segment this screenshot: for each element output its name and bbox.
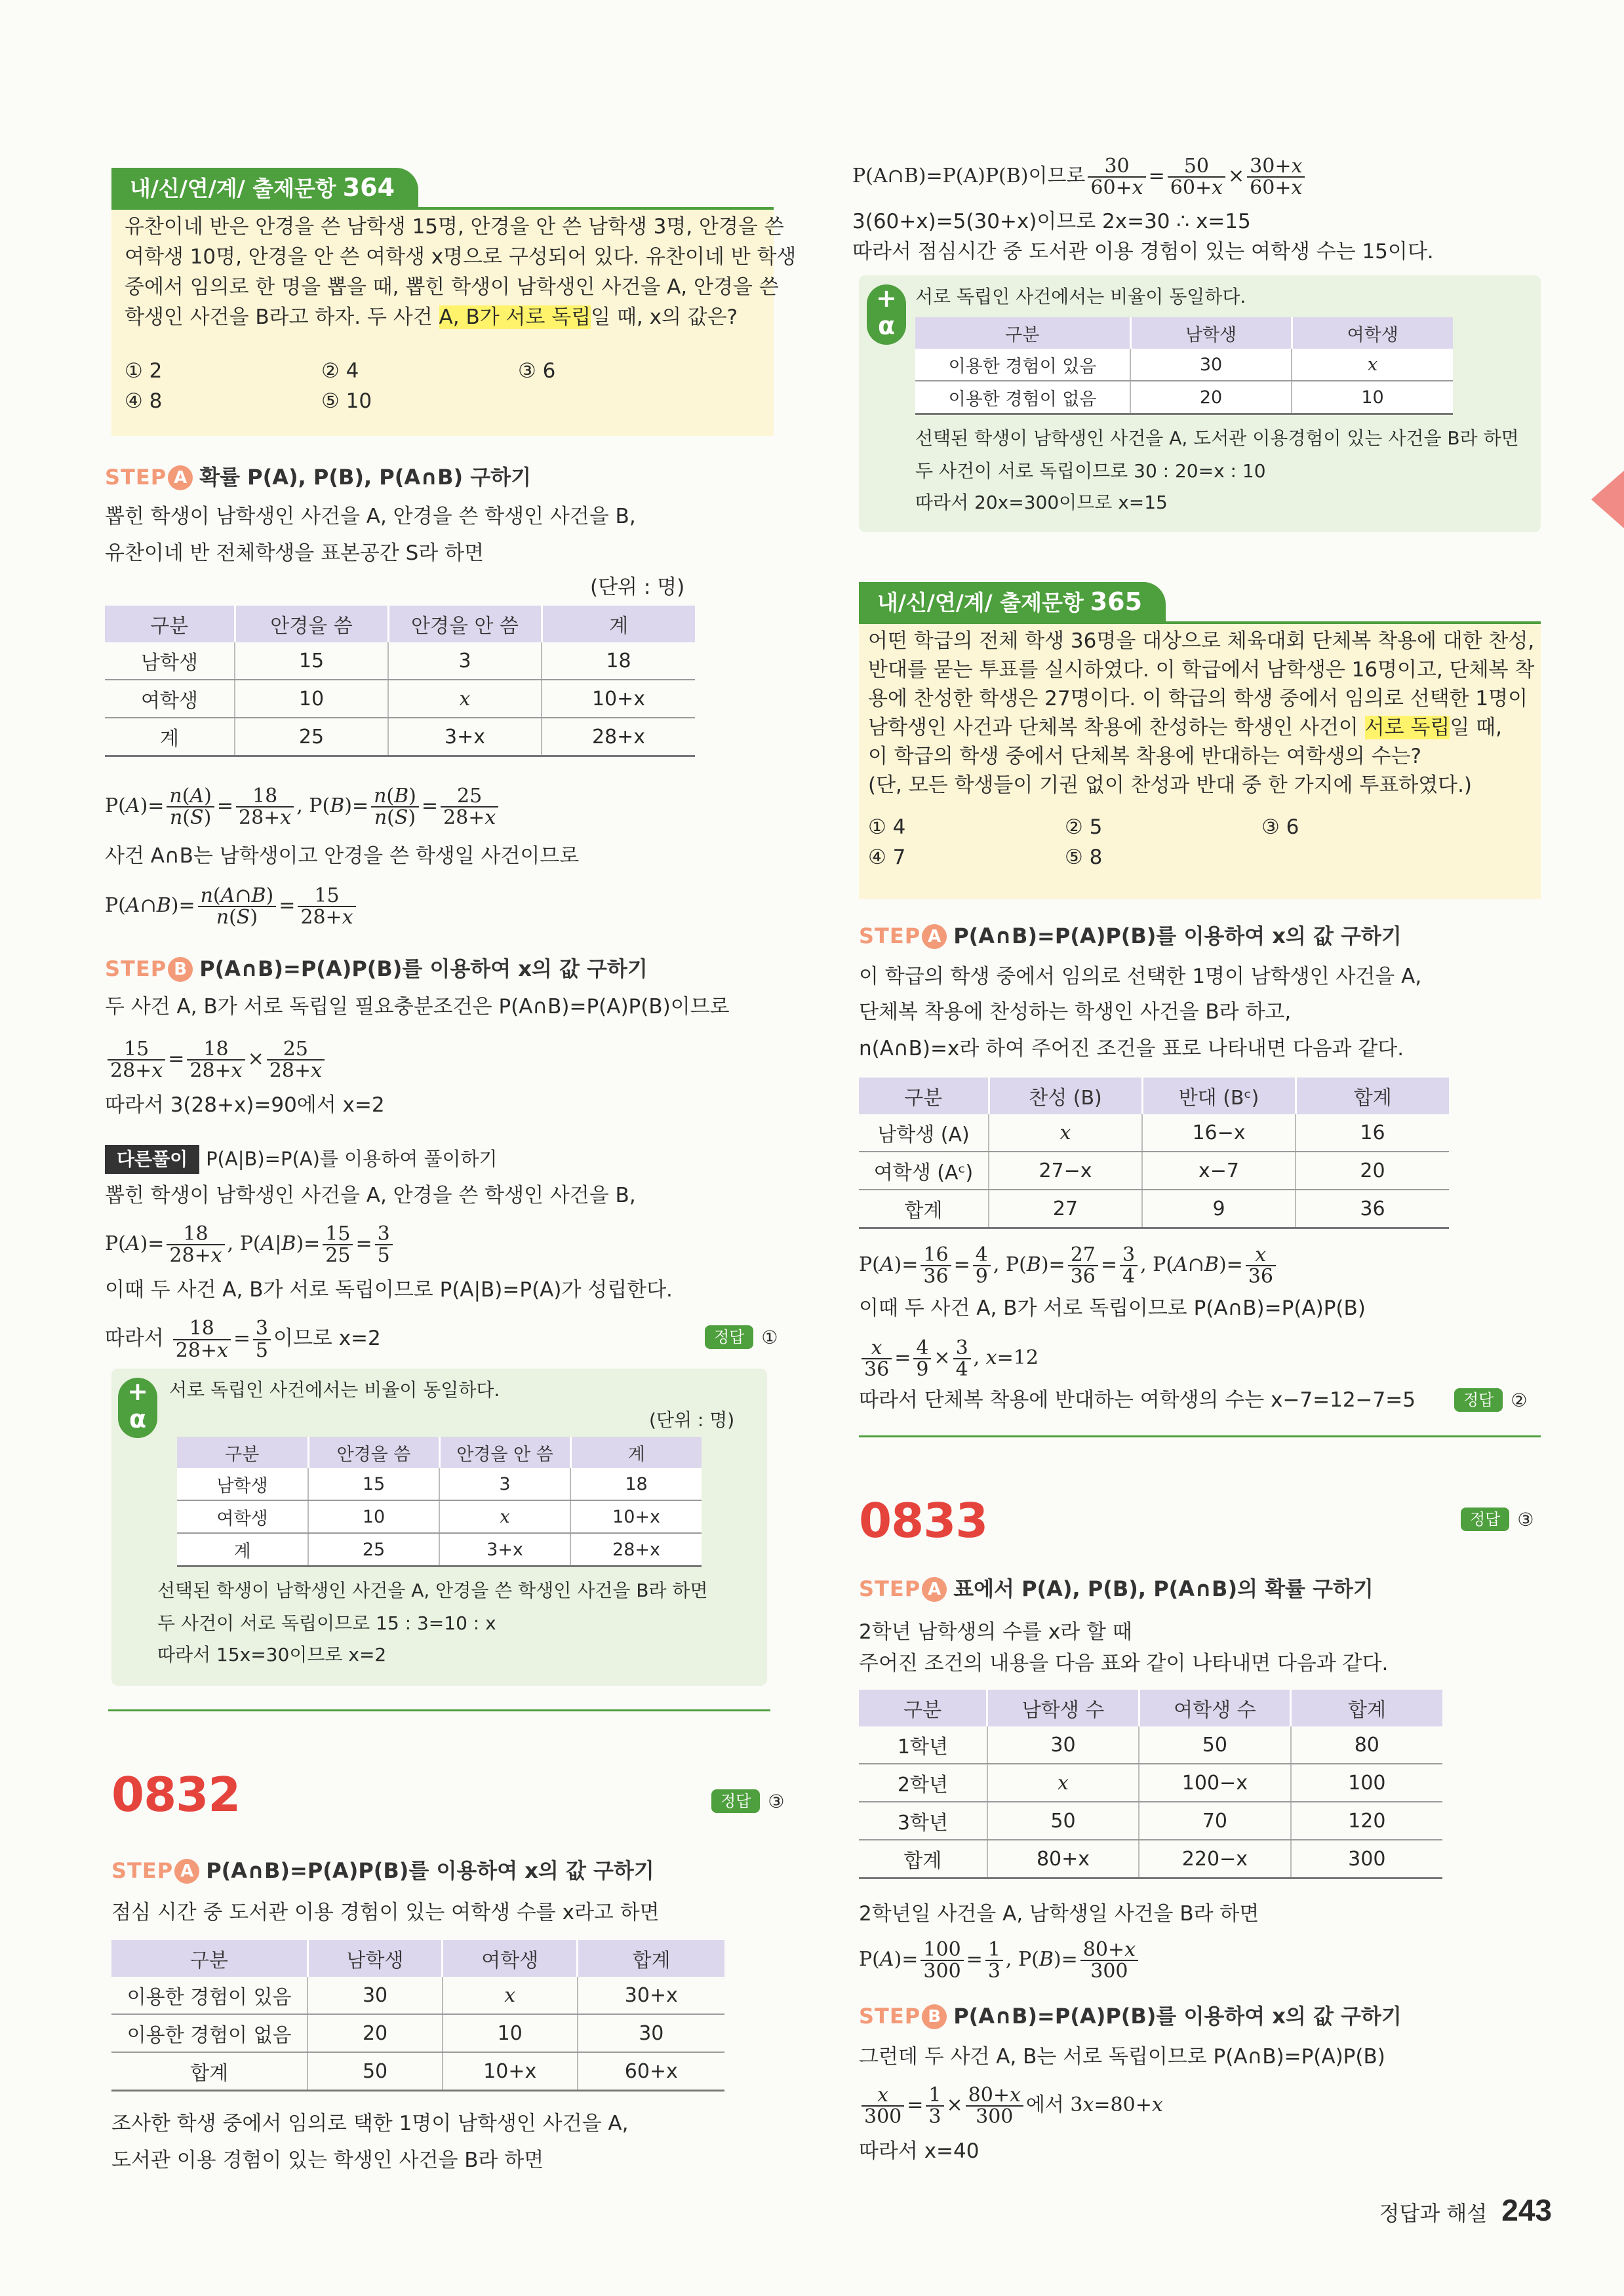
- table-cell: 계: [105, 718, 235, 756]
- q365-tag: [859, 582, 1166, 621]
- stepA2-line5: 따라서 단체복 착용에 반대하는 여학생의 수는 x−7=12−7=5: [859, 1388, 1416, 1412]
- stepA1-unit: (단위 : 명): [590, 575, 685, 599]
- alt-line2: 이때 두 사건 A, B가 서로 독립이므로 P(A|B)=P(A)가 성립한다.: [105, 1278, 673, 1302]
- q0832-line2: 조사한 학생 중에서 임의로 택한 1명이 남학생인 사건을 A,: [111, 2112, 629, 2135]
- q365-line3: 용에 찬성한 학생은 27명이다. 이 학급의 학생 중에서 임의로 선택한 1명이: [868, 687, 1528, 710]
- table-cell: 3+x: [388, 718, 542, 756]
- table-cell: 합계: [111, 2052, 307, 2091]
- tA2-h0: 구분: [859, 1078, 989, 1114]
- table-cell: 120: [1291, 1802, 1442, 1840]
- q0833-line2: 주어진 조건의 내용을 다음 표와 같이 나타내면 다음과 같다.: [859, 1652, 1389, 1675]
- stepA2-label: P(A∩B)=P(A)P(B)를 이용하여 x의 값 구하기: [953, 924, 1402, 948]
- table-cell: 여학생: [105, 680, 235, 718]
- q364-header: [111, 168, 774, 210]
- step-circle-b: B: [168, 957, 193, 982]
- table-cell: 15: [308, 1468, 439, 1500]
- q364-choice-5: ⑤ 10: [321, 389, 372, 413]
- page-edge-marker: [1591, 471, 1624, 528]
- stepA2-heading: [859, 922, 1402, 950]
- table-row: [105, 680, 695, 718]
- q364-line4c: 일 때, x의 값은?: [591, 305, 738, 329]
- answer-tag: 정답: [1454, 1388, 1503, 1412]
- stepA2-line2: 단체복 착용에 찬성하는 학생인 사건을 B라 하고,: [859, 1000, 1292, 1024]
- table-cell: 이용한 경험이 있음: [111, 1977, 307, 2014]
- step-circle-a: A: [922, 924, 947, 949]
- q0833-stepB-label: P(A∩B)=P(A)P(B)를 이용하여 x의 값 구하기: [953, 2004, 1402, 2029]
- note1-title: 서로 독립인 사건에서는 비율이 동일하다.: [169, 1379, 500, 1401]
- q0833-equation: $\frac{x}{300}$ = $\frac{1}{3}$ × $\frac{80+x}{300}$ 에서 3x=80+x: [859, 2079, 1163, 2131]
- note2-box: [859, 275, 1541, 532]
- table-cell: 남학생 (A): [859, 1114, 989, 1152]
- table-cell: 80: [1291, 1726, 1442, 1764]
- note1-table: [177, 1437, 702, 1567]
- step-circle-a: A: [168, 465, 193, 490]
- q365-line4a: 남학생인 사건과 단체복 착용에 찬성하는 학생인 사건이: [868, 716, 1365, 739]
- step-word: STEP: [859, 924, 921, 948]
- table-row: [859, 1802, 1442, 1840]
- q365-highlight: 서로 독립: [1364, 716, 1450, 739]
- table-cell: 10: [235, 680, 388, 718]
- table-cell: 70: [1139, 1802, 1290, 1840]
- q364-line2: 여학생 10명, 안경을 안 쓴 여학생 x명으로 구성되어 있다. 유찬이네 반 학생: [125, 245, 797, 269]
- q0832-line3: 도서관 이용 경험이 있는 학생인 사건을 B라 하면: [111, 2149, 544, 2172]
- q0833-answer: [1461, 1508, 1534, 1531]
- alt-formula: P(A)= $\frac{18}{28+x}$ , P(A|B)= $\frac{15}{25}$ = $\frac{3}{5}$: [105, 1218, 395, 1270]
- q0832-table: [111, 1940, 724, 2092]
- divider: [108, 1709, 770, 1711]
- q0833-line4: 그런데 두 사건 A, B는 서로 독립이므로 P(A∩B)=P(A)P(B): [859, 2045, 1385, 2069]
- table-cell: 2학년: [859, 1764, 987, 1802]
- alt-heading: [105, 1144, 498, 1174]
- q0833-stepA-label: 표에서 P(A), P(B), P(A∩B)의 확률 구하기: [953, 1576, 1374, 1601]
- q365-line1: 어떤 학급의 전체 학생 36명을 대상으로 체육대회 단체복 착용에 대한 찬성,: [868, 629, 1535, 653]
- stepA2-answer: [1454, 1388, 1527, 1412]
- table-cell: 18: [570, 1468, 702, 1500]
- table-cell: 10+x: [570, 1500, 702, 1533]
- tA2-h3: 합계: [1296, 1078, 1449, 1114]
- table-cell: 30: [307, 1977, 443, 2014]
- table-row: [105, 642, 695, 680]
- table-cell: 28+x: [542, 718, 695, 756]
- stepA1-heading: [105, 463, 531, 492]
- note2-s2: 두 사건이 서로 독립이므로 30 : 20=x : 10: [915, 460, 1266, 482]
- q364-choice-4: ④ 8: [125, 389, 163, 413]
- table-row: [111, 2052, 724, 2091]
- q365-choice-1: ① 4: [868, 815, 906, 839]
- table-cell: 300: [1291, 1840, 1442, 1878]
- table-cell: 3: [388, 642, 542, 680]
- stepB1-equation: $\frac{15}{28+x}$ = $\frac{18}{28+x}$ × $\frac{25}{28+x}$: [105, 1033, 327, 1085]
- stepA1-line1: 뽑힌 학생이 남학생인 사건을 A, 안경을 쓴 학생인 사건을 B,: [105, 505, 636, 528]
- q365-line4: [868, 714, 1502, 741]
- step-circle-a: A: [922, 1577, 947, 1602]
- q364-choice-1: ① 2: [125, 359, 163, 383]
- table-row: [105, 718, 695, 756]
- q364-choice-2: ② 4: [321, 359, 359, 383]
- t33-h3: 합계: [1291, 1690, 1442, 1726]
- table-cell: 남학생: [105, 642, 235, 680]
- table-cell: 10+x: [542, 680, 695, 718]
- stepB1-line1: 두 사건 A, B가 서로 독립일 필요충분조건은 P(A∩B)=P(A)P(B)이므로: [105, 995, 730, 1019]
- table-cell: 10: [443, 2014, 578, 2052]
- tA1-h3: 계: [542, 606, 695, 642]
- q364-number: 364: [342, 173, 395, 202]
- table-row: [859, 1764, 1442, 1802]
- answer-value: ①: [761, 1327, 778, 1348]
- table-row: [859, 1114, 1449, 1152]
- stepA1-label: 확률 P(A), P(B), P(A∩B) 구하기: [199, 465, 532, 490]
- table-cell: 3+x: [439, 1533, 570, 1566]
- q364-line4: [125, 304, 738, 330]
- answer-value: ②: [1511, 1390, 1528, 1411]
- table-cell: x: [443, 1977, 578, 2014]
- table-cell: 3: [439, 1468, 570, 1500]
- note2-title: 서로 독립인 사건에서는 비율이 동일하다.: [915, 286, 1246, 307]
- stepA1-table: [105, 606, 695, 757]
- table-row: [915, 381, 1453, 414]
- tN1-h3: 계: [570, 1437, 702, 1468]
- answer-value: ③: [768, 1791, 785, 1812]
- q0832-answer: [711, 1789, 784, 1813]
- table-row: [177, 1500, 702, 1533]
- note1-box: [111, 1369, 767, 1686]
- table-cell: 3학년: [859, 1802, 987, 1840]
- table-cell: 50: [307, 2052, 443, 2091]
- stepB1-heading: [105, 954, 648, 983]
- tA1-h1: 안경을 씀: [235, 606, 388, 642]
- table-cell: 10+x: [443, 2052, 578, 2091]
- table-cell: 25: [308, 1533, 439, 1566]
- alt-title: P(A|B)=P(A)를 이용하여 풀이하기: [206, 1148, 498, 1170]
- q364-line4a: 학생인 사건을 B라고 하자. 두 사건: [125, 305, 439, 329]
- t33-h2: 여학생 수: [1139, 1690, 1290, 1726]
- right-eq2: 3(60+x)=5(30+x)이므로 2x=30 ∴ x=15: [852, 210, 1251, 233]
- q0833-stepB-heading: [859, 2002, 1402, 2031]
- q0832-step-label: P(A∩B)=P(A)P(B)를 이용하여 x의 값 구하기: [206, 1858, 654, 1883]
- stepB1-label: P(A∩B)=P(A)P(B)를 이용하여 x의 값 구하기: [199, 956, 648, 981]
- q365-choice-5: ⑤ 8: [1065, 846, 1103, 869]
- answer-tag: 정답: [1461, 1508, 1509, 1531]
- table-cell: 20: [1296, 1152, 1449, 1190]
- stepA2-line1: 이 학급의 학생 중에서 임의로 선택한 1명이 남학생인 사건을 A,: [859, 965, 1422, 988]
- q0833-line1: 2학년 남학생의 수를 x라 할 때: [859, 1620, 1132, 1644]
- table-cell: 16: [1296, 1114, 1449, 1152]
- table-row: [177, 1468, 702, 1500]
- stepA1-prob-formula: P(A)= $\frac{n(A)}{n(S)}$ = $\frac{18}{28+x}$ , P(B)= $\frac{n(B)}{n(S)}$ = $\frac{25}{28+x}$: [105, 780, 501, 832]
- note1-s3: 따라서 15x=30이므로 x=2: [157, 1644, 387, 1665]
- table-cell: 25: [235, 718, 388, 756]
- right-eq3: 따라서 점심시간 중 도서관 이용 경험이 있는 여학생 수는 15이다.: [852, 240, 1434, 263]
- table-cell: 30: [578, 2014, 724, 2052]
- q365-line2: 반대를 묻는 투표를 실시하였다. 이 학급에서 남학생은 16명이고, 단체복 착: [868, 658, 1535, 682]
- tA1-h2: 안경을 안 씀: [388, 606, 542, 642]
- q365-choice-4: ④ 7: [868, 846, 906, 869]
- q0833-number: 0833: [859, 1493, 988, 1548]
- table-cell: 50: [987, 1802, 1139, 1840]
- q0833-table: [859, 1690, 1442, 1879]
- alt-line1: 뽑힌 학생이 남학생인 사건을 A, 안경을 쓴 학생인 사건을 B,: [105, 1184, 636, 1207]
- table-cell: 10: [1292, 381, 1453, 414]
- tN2-h1: 남학생: [1130, 317, 1292, 349]
- stepA2-line3: n(A∩B)=x라 하여 주어진 조건을 표로 나타내면 다음과 같다.: [859, 1037, 1404, 1060]
- note1-unit: (단위 : 명): [649, 1409, 735, 1431]
- note1-s1: 선택된 학생이 남학생인 사건을 A, 안경을 쓴 학생인 사건을 B라 하면: [157, 1580, 708, 1601]
- table-row: [915, 349, 1453, 381]
- table-cell: 30: [987, 1726, 1139, 1764]
- step-word: STEP: [105, 956, 167, 981]
- table-cell: 합계: [859, 1190, 989, 1228]
- alt-line3: 따라서 $\frac{18}{28+x}$ = $\frac{3}{5}$ 이므로 x=2: [105, 1317, 381, 1362]
- table-row: [111, 1977, 724, 2014]
- note2-s3: 따라서 20x=300이므로 x=15: [915, 492, 1168, 513]
- t32-h1: 남학생: [307, 1940, 443, 1977]
- q364-choice-3: ③ 6: [518, 359, 556, 383]
- table-cell: 여학생: [177, 1500, 308, 1533]
- stepA1-line3: 사건 A∩B는 남학생이고 안경을 쓴 학생일 사건이므로: [105, 844, 580, 868]
- table-cell: 1학년: [859, 1726, 987, 1764]
- table-cell: 이용한 경험이 없음: [915, 381, 1130, 414]
- q364-line1: 유찬이네 반은 안경을 쓴 남학생 15명, 안경을 안 쓴 남학생 3명, 안경을 쓴: [125, 215, 784, 239]
- table-cell: 30: [1130, 349, 1292, 381]
- tN2-h0: 구분: [915, 317, 1130, 349]
- q364-line3: 중에서 임의로 한 명을 뽑을 때, 뽑힌 학생이 남학생인 사건을 A, 안경을 쓴: [125, 275, 779, 299]
- table-cell: 16−x: [1142, 1114, 1296, 1152]
- table-cell: x: [989, 1114, 1142, 1152]
- note1-s2: 두 사건이 서로 독립이므로 15 : 3=10 : x: [157, 1612, 496, 1634]
- alt-answer: [705, 1325, 778, 1349]
- q365-line4c: 일 때,: [1450, 716, 1502, 739]
- table-cell: 15: [235, 642, 388, 680]
- table-row: [111, 2014, 724, 2052]
- tA2-h1: 찬성 (B): [989, 1078, 1142, 1114]
- t33-h1: 남학생 수: [987, 1690, 1139, 1726]
- stepA1-intersection-formula: P(A∩B)= $\frac{n(A\cap B)}{n(S)}$ = $\frac{15}{28+x}$: [105, 880, 359, 932]
- table-row: [177, 1533, 702, 1566]
- q365-choice-2: ② 5: [1065, 815, 1103, 839]
- table-cell: 여학생 (Aᶜ): [859, 1152, 989, 1190]
- q0832-step-heading: [111, 1856, 654, 1885]
- t32-h2: 여학생: [443, 1940, 578, 1977]
- tN1-h0: 구분: [177, 1437, 308, 1468]
- table-cell: 9: [1142, 1190, 1296, 1228]
- q0832-line1: 점심 시간 중 도서관 이용 경험이 있는 여학생 수를 x라고 하면: [111, 1901, 660, 1924]
- table-cell: x: [388, 680, 542, 718]
- alt-line3a: 따라서: [105, 1327, 164, 1350]
- stepA1-line2: 유찬이네 반 전체학생을 표본공간 S라 하면: [105, 541, 485, 565]
- table-cell: 60+x: [578, 2052, 724, 2091]
- divider: [859, 1435, 1541, 1437]
- stepB1-line2: 따라서 3(28+x)=90에서 x=2: [105, 1093, 385, 1117]
- q364-tag: [111, 168, 418, 207]
- q0833-line3: 2학년일 사건을 A, 남학생일 사건을 B라 하면: [859, 1902, 1259, 1926]
- table-cell: x: [1292, 349, 1453, 381]
- t33-h0: 구분: [859, 1690, 987, 1726]
- page-number: 243: [1501, 2193, 1552, 2227]
- q365-line6: (단, 모든 학생들이 기권 없이 찬성과 반대 중 한 가지에 투표하였다.): [868, 773, 1473, 797]
- step-word: STEP: [859, 2004, 921, 2029]
- table-cell: 36: [1296, 1190, 1449, 1228]
- stepA2-equation: $\frac{x}{36}$ = $\frac{4}{9}$ × $\frac{3}{4}$ , x=12: [859, 1332, 1039, 1384]
- table-cell: 100−x: [1139, 1764, 1290, 1802]
- q365-number: 365: [1090, 587, 1143, 616]
- tA1-h0: 구분: [105, 606, 235, 642]
- stepA2-line4: 이때 두 사건 A, B가 서로 독립이므로 P(A∩B)=P(A)P(B): [859, 1296, 1366, 1320]
- q364-tag-text: 내/신/연/계/ 출제문항: [130, 176, 336, 201]
- tN1-h2: 안경을 안 씀: [439, 1437, 570, 1468]
- table-row: [859, 1840, 1442, 1878]
- table-cell: 합계: [859, 1840, 987, 1878]
- q0833-prob-formula: P(A)= $\frac{100}{300}$ = $\frac{1}{3}$ , P(B)= $\frac{80+x}{300}$: [859, 1934, 1141, 1986]
- table-row: [859, 1726, 1442, 1764]
- step-word: STEP: [859, 1576, 921, 1601]
- table-cell: x: [439, 1500, 570, 1533]
- table-cell: 30+x: [578, 1977, 724, 2014]
- plus-alpha-icon: + α: [867, 284, 906, 345]
- t32-h0: 구분: [111, 1940, 307, 1977]
- tN2-h2: 여학생: [1292, 317, 1453, 349]
- table-cell: 80+x: [987, 1840, 1139, 1878]
- table-cell: 27−x: [989, 1152, 1142, 1190]
- table-cell: 이용한 경험이 없음: [111, 2014, 307, 2052]
- table-cell: 100: [1291, 1764, 1442, 1802]
- answer-value: ③: [1517, 1509, 1534, 1530]
- q0833-stepA-heading: [859, 1574, 1374, 1603]
- answer-tag: 정답: [705, 1325, 753, 1349]
- right-eq1: P(A∩B)=P(A)P(B)이므로 $\frac{30}{60+x}$ = $\frac{50}{60+x}$ × $\frac{30+x}{60+x}$: [852, 147, 1307, 206]
- table-cell: x: [987, 1764, 1139, 1802]
- table-row: [859, 1152, 1449, 1190]
- table-cell: 18: [542, 642, 695, 680]
- table-cell: 10: [308, 1500, 439, 1533]
- alt-line3b: 이므로 x=2: [273, 1327, 381, 1350]
- q365-line5: 이 학급의 학생 중에서 단체복 착용에 반대하는 여학생의 수는?: [868, 745, 1421, 768]
- step-circle-b: B: [922, 2004, 947, 2029]
- table-cell: 이용한 경험이 있음: [915, 349, 1130, 381]
- q365-problem-box: [859, 624, 1541, 899]
- step-word: STEP: [105, 465, 167, 490]
- q0833-line5: 따라서 x=40: [859, 2139, 980, 2163]
- table-cell: 20: [307, 2014, 443, 2052]
- table-cell: 남학생: [177, 1468, 308, 1500]
- q365-header: [859, 582, 1541, 624]
- tA2-h2: 반대 (Bᶜ): [1142, 1078, 1296, 1114]
- table-cell: x−7: [1142, 1152, 1296, 1190]
- page-footer: [1379, 2192, 1552, 2228]
- q364-problem-box: [111, 210, 797, 436]
- table-cell: 27: [989, 1190, 1142, 1228]
- table-cell: 20: [1130, 381, 1292, 414]
- right-eq1-text: P(A∩B)=P(A)P(B)이므로: [852, 165, 1086, 187]
- stepA2-prob-formula: P(A)= $\frac{16}{36}$ = $\frac{4}{9}$ , P(B)= $\frac{27}{36}$ = $\frac{3}{4}$ , P(A∩B)= $\frac{x}{36}$: [859, 1239, 1278, 1291]
- table-cell: 220−x: [1139, 1840, 1290, 1878]
- table-row: [859, 1190, 1449, 1228]
- footer-label: 정답과 해설: [1379, 2201, 1488, 2226]
- plus-alpha-icon: + α: [118, 1378, 157, 1438]
- step-circle-a: A: [174, 1859, 199, 1884]
- note2-s1: 선택된 학생이 남학생인 사건을 A, 도서관 이용경험이 있는 사건을 B라 하면: [915, 427, 1519, 449]
- tN1-h1: 안경을 씀: [308, 1437, 439, 1468]
- q365-choice-3: ③ 6: [1261, 815, 1299, 839]
- table-cell: 28+x: [570, 1533, 702, 1566]
- q365-tag-text: 내/신/연/계/ 출제문항: [877, 590, 1084, 615]
- stepA2-table: [859, 1078, 1449, 1229]
- alt-tag: 다른풀이: [105, 1145, 199, 1174]
- note2-table: [915, 317, 1453, 415]
- t32-h3: 합계: [578, 1940, 724, 1977]
- q364-highlight: A, B가 서로 독립: [439, 305, 591, 329]
- table-cell: 50: [1139, 1726, 1290, 1764]
- table-cell: 계: [177, 1533, 308, 1566]
- q0832-number: 0832: [111, 1767, 241, 1822]
- answer-tag: 정답: [711, 1789, 760, 1813]
- step-word: STEP: [111, 1858, 174, 1883]
